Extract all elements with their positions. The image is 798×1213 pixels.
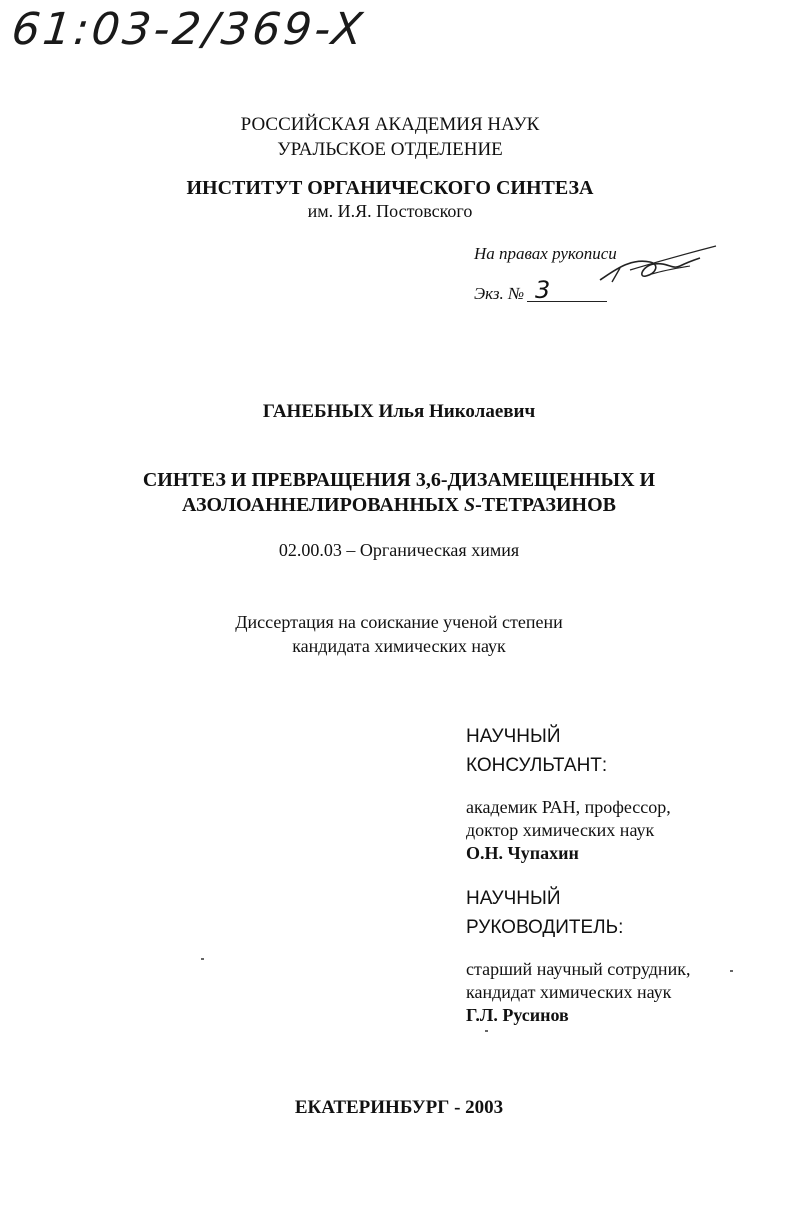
scan-speck bbox=[485, 1030, 488, 1032]
supervisor-title-2: кандидат химических наук bbox=[466, 982, 672, 1002]
supervisor-label-line-1: НАУЧНЫЙ bbox=[466, 888, 561, 909]
academy-branch: УРАЛЬСКОЕ ОТДЕЛЕНИЕ bbox=[277, 139, 503, 160]
consultant-title-2: доктор химических наук bbox=[466, 820, 655, 840]
consultant-label bbox=[466, 722, 607, 780]
author-name: ГАНЕБНЫХ Илья Николаевич bbox=[262, 401, 536, 422]
consultant-title-1: академик РАН, профессор, bbox=[466, 797, 671, 817]
institute-named-after: им. И.Я. Постовского bbox=[307, 201, 473, 221]
supervisor-label bbox=[466, 884, 623, 942]
institute-name: ИНСТИТУТ ОРГАНИЧЕСКОГО СИНТЕЗА bbox=[186, 177, 594, 199]
title-line-1: СИНТЕЗ И ПРЕВРАЩЕНИЯ 3,6-ДИЗАМЕЩЕННЫХ И bbox=[142, 469, 656, 491]
title-line-2 bbox=[0, 493, 798, 518]
supervisor-title-1: старший научный сотрудник, bbox=[466, 959, 691, 979]
supervisor-name: Г.Л. Русинов bbox=[466, 1005, 569, 1025]
supervisor-details bbox=[466, 958, 690, 1027]
dissertation-title bbox=[0, 468, 798, 518]
consultant-label-line-2: КОНСУЛЬТАНТ: bbox=[466, 755, 608, 776]
scan-speck bbox=[201, 958, 204, 960]
signature-icon bbox=[590, 240, 720, 290]
copy-label: Экз. № bbox=[474, 284, 525, 303]
title-line-2-prefix: АЗОЛОАННЕЛИРОВАННЫХ bbox=[182, 494, 464, 516]
manuscript-rights: На правах рукописи bbox=[474, 244, 617, 263]
specialty: 02.00.03 – Органическая химия bbox=[278, 540, 520, 560]
academy-name: РОССИЙСКАЯ АКАДЕМИЯ НАУК bbox=[240, 114, 540, 135]
degree-line-1: Диссертация на соискание ученой степени bbox=[235, 612, 563, 632]
city-year: ЕКАТЕРИНБУРГ - 2003 bbox=[294, 1097, 504, 1118]
degree-line-2: кандидата химических наук bbox=[292, 636, 506, 656]
title-line-2-italic: S bbox=[464, 494, 476, 516]
consultant-details bbox=[466, 796, 671, 865]
archive-mark: 61:03-2/369-X bbox=[9, 4, 368, 55]
title-line-2-suffix: -ТЕТРАЗИНОВ bbox=[475, 494, 616, 516]
academy-header bbox=[190, 112, 590, 162]
copy-number: 3 bbox=[527, 276, 607, 302]
consultant-label-line-1: НАУЧНЫЙ bbox=[466, 726, 561, 747]
scan-speck bbox=[730, 970, 733, 972]
supervisor-label-line-2: РУКОВОДИТЕЛЬ: bbox=[466, 917, 624, 938]
degree-statement bbox=[0, 610, 798, 658]
consultant-name: О.Н. Чупахин bbox=[466, 843, 579, 863]
